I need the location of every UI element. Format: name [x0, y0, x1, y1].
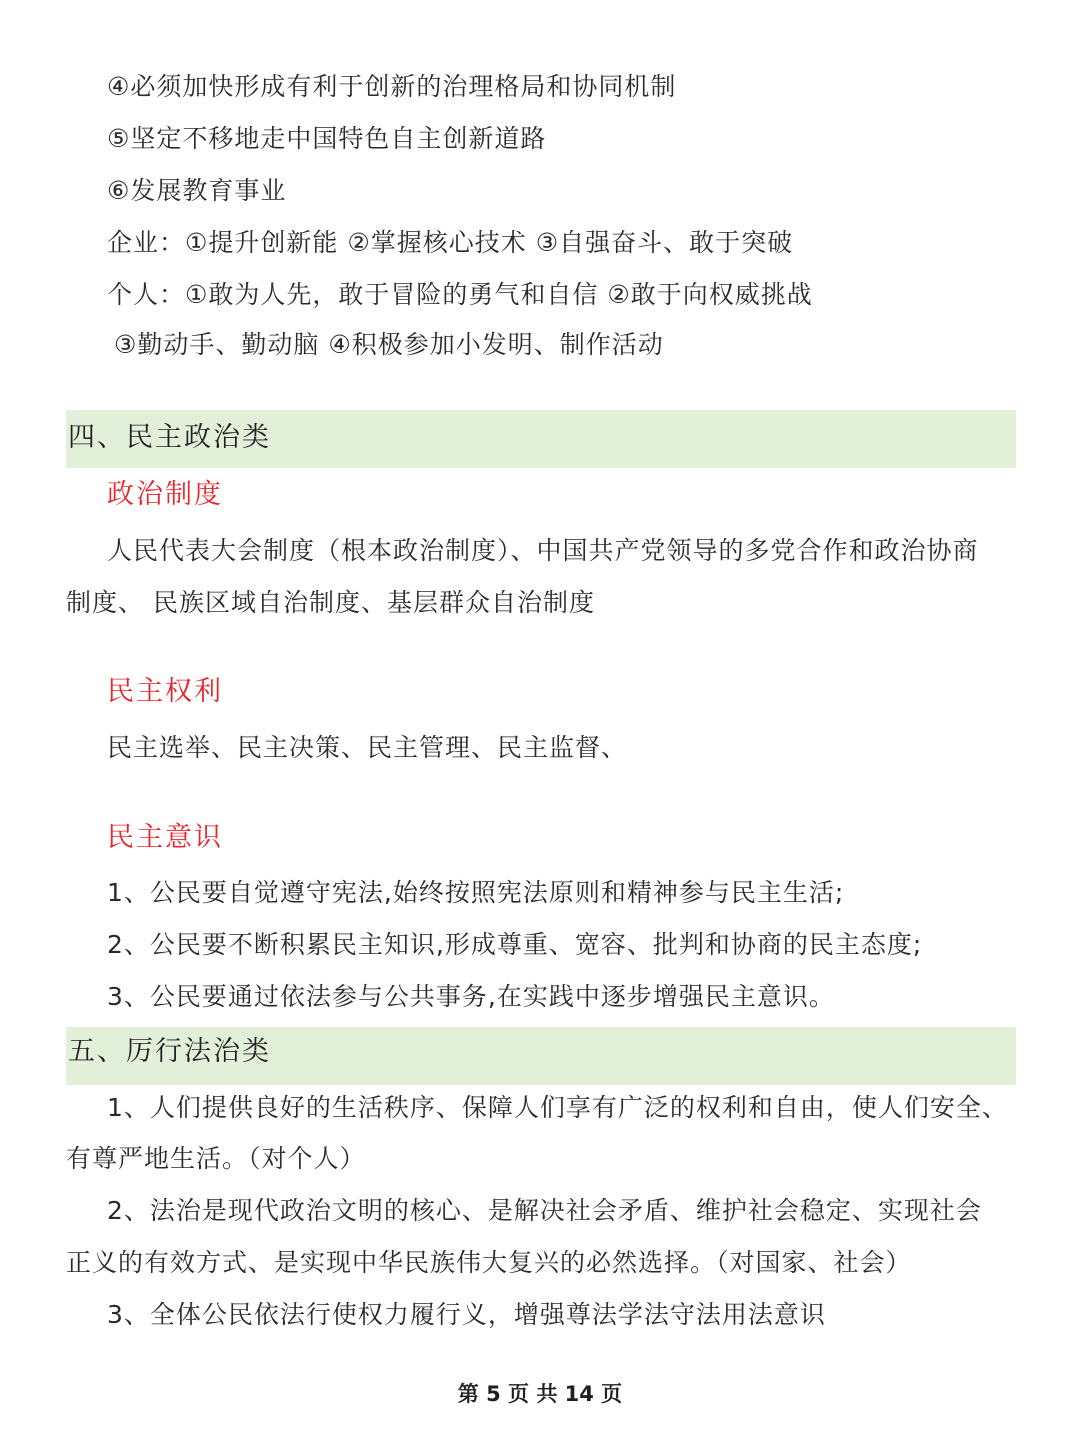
subheading-democratic-awareness: 民主意识	[107, 822, 223, 853]
list-item: 3、公民要通过依法参与公共事务,在实践中逐步增强民主意识。	[107, 982, 835, 1011]
list-item: 2、公民要不断积累民主知识,形成尊重、宽容、批判和协商的民主态度;	[107, 930, 923, 959]
paragraph-line: 正义的有效方式、是实现中华民族伟大复兴的必然选择。（对国家、社会）	[66, 1248, 912, 1277]
section-header-band	[66, 1027, 1016, 1085]
intro-item-enterprise: 企业：①提升创新能 ②掌握核心技术 ③自强奋斗、敢于突破	[107, 228, 794, 257]
paragraph-line: 2、法治是现代政治文明的核心、是解决社会矛盾、维护社会稳定、实现社会	[107, 1196, 982, 1225]
intro-item: ④必须加快形成有利于创新的治理格局和协同机制	[107, 72, 677, 101]
page-number: 第 5 页 共 14 页	[457, 1382, 623, 1406]
paragraph-line: 有尊严地生活。（对个人）	[66, 1144, 366, 1173]
paragraph-line: 制度、 民族区域自治制度、基层群众自治制度	[66, 588, 595, 617]
paragraph-line: 人民代表大会制度（根本政治制度）、中国共产党领导的多党合作和政治协商	[107, 536, 979, 565]
subheading-democratic-rights: 民主权利	[107, 676, 223, 707]
section-header-band	[66, 410, 1016, 468]
intro-item: ⑤坚定不移地走中国特色自主创新道路	[107, 124, 547, 153]
paragraph-line: 1、人们提供良好的生活秩序、保障人们享有广泛的权利和自由，使人们安全、	[107, 1093, 1008, 1122]
paragraph-line: 3、全体公民依法行使权力履行义，增强尊法学法守法用法意识	[107, 1300, 826, 1329]
paragraph-line: 民主选举、民主决策、民主管理、民主监督、	[107, 733, 628, 762]
list-item: 1、公民要自觉遵守宪法,始终按照宪法原则和精神参与民主生活;	[107, 878, 845, 907]
intro-item: ⑥发展教育事业	[107, 176, 287, 205]
intro-item-individual-cont: ③勤动手、勤动脑 ④积极参加小发明、制作活动	[114, 330, 664, 359]
intro-item-individual: 个人：①敢为人先，敢于冒险的勇气和自信 ②敢于向权威挑战	[107, 280, 813, 309]
section-title: 五、厉行法治类	[68, 1036, 271, 1067]
section-title: 四、民主政治类	[68, 422, 271, 453]
subheading-political-system: 政治制度	[107, 479, 223, 510]
